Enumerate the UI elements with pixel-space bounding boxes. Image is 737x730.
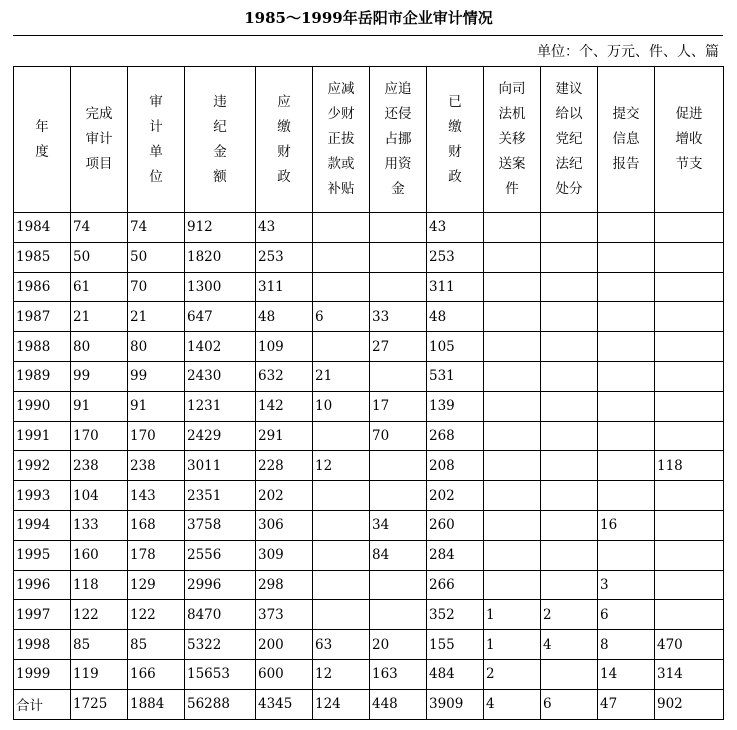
data-cell: 2351: [185, 481, 256, 511]
data-cell: 34: [370, 510, 427, 540]
data-cell: 12: [313, 451, 370, 481]
column-header-line: 金: [391, 181, 405, 197]
data-cell: 2430: [185, 361, 256, 391]
data-cell: 311: [427, 272, 484, 302]
data-cell: [484, 361, 541, 391]
data-cell: [655, 391, 724, 421]
table-row: [14, 272, 724, 302]
data-cell: 70: [370, 421, 427, 451]
row-label-cell: 1992: [14, 451, 71, 481]
data-cell: 268: [427, 421, 484, 451]
table-row: [14, 481, 724, 511]
row-label-cell: 1991: [14, 421, 71, 451]
data-cell: [313, 213, 370, 243]
data-cell: [370, 451, 427, 481]
data-cell: 2429: [185, 421, 256, 451]
data-cell: [370, 272, 427, 302]
data-cell: [484, 421, 541, 451]
row-label-cell: 1997: [14, 600, 71, 630]
row-label-cell: 1987: [14, 302, 71, 332]
data-cell: 74: [128, 213, 185, 243]
data-cell: 48: [427, 302, 484, 332]
data-cell: 531: [427, 361, 484, 391]
data-cell: 912: [185, 213, 256, 243]
table-row: [14, 510, 724, 540]
row-label-cell: 1989: [14, 361, 71, 391]
table-row: [14, 630, 724, 660]
data-cell: 306: [256, 510, 313, 540]
data-cell: [655, 302, 724, 332]
data-cell: 1: [484, 600, 541, 630]
column-header-line: 占挪: [384, 131, 412, 147]
data-cell: 8: [598, 630, 655, 660]
data-cell: 253: [256, 242, 313, 272]
column-header: [541, 67, 598, 213]
data-cell: 902: [655, 689, 724, 719]
data-cell: 3: [598, 570, 655, 600]
column-header-line: 项目: [85, 156, 113, 172]
title-rule: [13, 35, 723, 36]
data-cell: 99: [128, 361, 185, 391]
data-cell: [370, 361, 427, 391]
column-header-line: 处分: [555, 181, 583, 197]
row-label-cell: 1985: [14, 242, 71, 272]
column-header: [655, 67, 724, 213]
data-cell: 202: [427, 481, 484, 511]
column-header-line: 度: [35, 143, 49, 160]
data-cell: 33: [370, 302, 427, 332]
data-cell: 129: [128, 570, 185, 600]
column-header-line: 建议: [555, 81, 583, 97]
column-header-line: 审计: [85, 131, 113, 147]
table-row: [14, 242, 724, 272]
data-cell: [370, 600, 427, 630]
data-cell: [541, 242, 598, 272]
data-cell: [541, 272, 598, 302]
data-cell: [655, 272, 724, 302]
data-cell: [484, 272, 541, 302]
data-cell: [484, 391, 541, 421]
data-cell: [541, 391, 598, 421]
data-cell: [598, 540, 655, 570]
data-cell: 6: [313, 302, 370, 332]
data-cell: [313, 421, 370, 451]
audit-table: [13, 66, 724, 720]
data-cell: [313, 510, 370, 540]
data-cell: 133: [71, 510, 128, 540]
column-header-line: 提交: [612, 106, 640, 122]
data-cell: 170: [128, 421, 185, 451]
data-cell: [484, 510, 541, 540]
column-header-line: 党纪: [555, 131, 583, 147]
data-cell: 178: [128, 540, 185, 570]
table-row: [14, 689, 724, 719]
data-cell: [655, 540, 724, 570]
row-label-cell: 1993: [14, 481, 71, 511]
data-cell: 47: [598, 689, 655, 719]
data-cell: 50: [128, 242, 185, 272]
data-cell: 4: [484, 689, 541, 719]
data-cell: 266: [427, 570, 484, 600]
data-cell: 91: [128, 391, 185, 421]
data-cell: [655, 600, 724, 630]
data-cell: 61: [71, 272, 128, 302]
data-cell: 284: [427, 540, 484, 570]
table-row: [14, 213, 724, 243]
column-header-line: 金: [213, 143, 227, 160]
data-cell: 17: [370, 391, 427, 421]
data-cell: 56288: [185, 689, 256, 719]
data-cell: 1725: [71, 689, 128, 719]
column-header-line: 缴: [448, 118, 462, 135]
data-cell: 163: [370, 659, 427, 689]
data-cell: 168: [128, 510, 185, 540]
data-cell: [598, 481, 655, 511]
data-cell: [370, 570, 427, 600]
data-cell: 4: [541, 630, 598, 660]
column-header-line: 缴: [277, 118, 291, 135]
data-cell: 170: [71, 421, 128, 451]
data-cell: 166: [128, 659, 185, 689]
column-header-line: 政: [448, 168, 462, 185]
data-cell: 3909: [427, 689, 484, 719]
data-cell: 311: [256, 272, 313, 302]
data-cell: 253: [427, 242, 484, 272]
data-cell: [655, 421, 724, 451]
column-header-line: 还侵: [384, 106, 412, 122]
data-cell: [484, 302, 541, 332]
unit-label: 单位：个、万元、件、人、篇: [537, 44, 719, 60]
data-cell: [541, 302, 598, 332]
data-cell: 27: [370, 332, 427, 362]
column-header-line: 应追: [384, 81, 412, 97]
data-cell: 4345: [256, 689, 313, 719]
data-cell: [484, 213, 541, 243]
row-label-cell: 1996: [14, 570, 71, 600]
data-cell: [655, 510, 724, 540]
data-cell: 124: [313, 689, 370, 719]
column-header: [370, 67, 427, 213]
data-cell: 2996: [185, 570, 256, 600]
data-cell: [313, 570, 370, 600]
column-header-line: 法机: [498, 106, 526, 122]
data-cell: 484: [427, 659, 484, 689]
data-cell: [541, 451, 598, 481]
data-cell: 139: [427, 391, 484, 421]
column-header-line: 财: [277, 143, 291, 160]
column-header: [598, 67, 655, 213]
data-cell: 309: [256, 540, 313, 570]
column-header-line: 年: [35, 118, 49, 135]
data-cell: [541, 213, 598, 243]
column-header-line: 送案: [498, 156, 526, 172]
column-header: [256, 67, 313, 213]
column-header-line: 正拔: [327, 131, 355, 147]
column-header: [427, 67, 484, 213]
data-cell: [313, 540, 370, 570]
data-cell: 142: [256, 391, 313, 421]
data-cell: 3758: [185, 510, 256, 540]
column-header-line: 审: [149, 93, 163, 110]
data-cell: 80: [71, 332, 128, 362]
data-cell: 50: [71, 242, 128, 272]
column-header-line: 纪: [213, 118, 227, 135]
data-cell: 448: [370, 689, 427, 719]
data-cell: [313, 600, 370, 630]
column-header: [71, 67, 128, 213]
table-row: [14, 540, 724, 570]
column-header-line: 完成: [85, 106, 113, 122]
data-cell: [598, 361, 655, 391]
table-row: [14, 451, 724, 481]
data-cell: 10: [313, 391, 370, 421]
data-cell: 238: [128, 451, 185, 481]
data-cell: [598, 272, 655, 302]
data-cell: 1300: [185, 272, 256, 302]
data-cell: 85: [71, 630, 128, 660]
data-cell: 21: [313, 361, 370, 391]
column-header-line: 政: [277, 168, 291, 185]
data-cell: 647: [185, 302, 256, 332]
data-cell: [598, 213, 655, 243]
column-header: [185, 67, 256, 213]
data-cell: 20: [370, 630, 427, 660]
data-cell: 200: [256, 630, 313, 660]
row-label-cell: 1998: [14, 630, 71, 660]
data-cell: 109: [256, 332, 313, 362]
table-row: [14, 361, 724, 391]
data-cell: 228: [256, 451, 313, 481]
data-cell: 1: [484, 630, 541, 660]
data-cell: [313, 272, 370, 302]
data-cell: [655, 361, 724, 391]
data-cell: 63: [313, 630, 370, 660]
data-cell: 470: [655, 630, 724, 660]
column-header-line: 款或: [327, 156, 355, 172]
data-cell: [541, 481, 598, 511]
data-cell: 122: [128, 600, 185, 630]
table-row: [14, 302, 724, 332]
data-cell: [655, 332, 724, 362]
data-cell: [370, 481, 427, 511]
data-cell: [541, 421, 598, 451]
data-cell: 3011: [185, 451, 256, 481]
data-cell: [655, 481, 724, 511]
data-cell: [484, 242, 541, 272]
data-cell: [655, 213, 724, 243]
data-cell: 84: [370, 540, 427, 570]
row-label-cell: 1999: [14, 659, 71, 689]
table-row: [14, 421, 724, 451]
column-header-line: 增收: [675, 131, 703, 147]
table-row: [14, 659, 724, 689]
data-cell: 1884: [128, 689, 185, 719]
data-cell: [541, 510, 598, 540]
data-cell: 632: [256, 361, 313, 391]
column-header-line: 应: [277, 93, 291, 110]
data-cell: 43: [256, 213, 313, 243]
data-cell: 118: [71, 570, 128, 600]
data-cell: [484, 451, 541, 481]
data-cell: 14: [598, 659, 655, 689]
data-cell: 600: [256, 659, 313, 689]
data-cell: 155: [427, 630, 484, 660]
table-row: [14, 391, 724, 421]
data-cell: 21: [128, 302, 185, 332]
data-cell: [484, 570, 541, 600]
data-cell: 352: [427, 600, 484, 630]
row-label-cell: 1984: [14, 213, 71, 243]
column-header-line: 应减: [327, 81, 355, 97]
column-header-line: 节支: [675, 156, 703, 172]
data-cell: 48: [256, 302, 313, 332]
column-header: [14, 67, 71, 213]
data-cell: 160: [71, 540, 128, 570]
table-row: [14, 332, 724, 362]
column-header: [128, 67, 185, 213]
data-cell: 122: [71, 600, 128, 630]
table-body: [14, 213, 724, 720]
data-cell: [484, 540, 541, 570]
table-title: 1985～1999年岳阳市企业审计情况: [244, 9, 493, 27]
data-cell: [541, 570, 598, 600]
table-row: [14, 600, 724, 630]
data-cell: 291: [256, 421, 313, 451]
data-cell: 1820: [185, 242, 256, 272]
column-header-line: 已: [448, 93, 462, 110]
row-label-cell: 1994: [14, 510, 71, 540]
column-header-line: 报告: [612, 156, 640, 172]
data-cell: [598, 391, 655, 421]
data-cell: [598, 302, 655, 332]
column-header-line: 补贴: [327, 181, 355, 197]
data-cell: [541, 332, 598, 362]
row-label-cell: 合计: [14, 689, 71, 719]
data-cell: 373: [256, 600, 313, 630]
data-cell: [370, 213, 427, 243]
column-header: [313, 67, 370, 213]
data-cell: [541, 540, 598, 570]
column-header-line: 单: [149, 143, 163, 160]
data-cell: 43: [427, 213, 484, 243]
data-cell: 1231: [185, 391, 256, 421]
column-header-line: 给以: [555, 106, 583, 122]
data-cell: 260: [427, 510, 484, 540]
data-cell: [655, 242, 724, 272]
data-cell: 208: [427, 451, 484, 481]
column-header-line: 额: [213, 168, 227, 185]
data-cell: [598, 451, 655, 481]
column-header-line: 法纪: [555, 156, 583, 172]
column-header-line: 关移: [498, 131, 526, 147]
data-cell: 74: [71, 213, 128, 243]
data-cell: 314: [655, 659, 724, 689]
data-cell: 5322: [185, 630, 256, 660]
data-cell: 118: [655, 451, 724, 481]
column-header-line: 财: [448, 143, 462, 160]
column-header-line: 促进: [675, 106, 703, 122]
data-cell: 91: [71, 391, 128, 421]
column-header-line: 信息: [612, 131, 640, 147]
row-label-cell: 1986: [14, 272, 71, 302]
data-cell: [598, 242, 655, 272]
data-cell: [313, 481, 370, 511]
data-cell: 2556: [185, 540, 256, 570]
data-cell: 15653: [185, 659, 256, 689]
column-header: [484, 67, 541, 213]
data-cell: [541, 361, 598, 391]
data-cell: 8470: [185, 600, 256, 630]
column-header-line: 用资: [384, 156, 412, 172]
data-cell: 104: [71, 481, 128, 511]
data-cell: [541, 659, 598, 689]
data-cell: 12: [313, 659, 370, 689]
data-cell: 21: [71, 302, 128, 332]
row-label-cell: 1995: [14, 540, 71, 570]
data-cell: [598, 332, 655, 362]
data-cell: 16: [598, 510, 655, 540]
data-cell: 2: [541, 600, 598, 630]
data-cell: 99: [71, 361, 128, 391]
column-header-line: 少财: [327, 106, 355, 122]
data-cell: 6: [598, 600, 655, 630]
data-cell: 1402: [185, 332, 256, 362]
row-label-cell: 1990: [14, 391, 71, 421]
data-cell: [655, 570, 724, 600]
data-cell: [598, 421, 655, 451]
data-cell: 119: [71, 659, 128, 689]
data-cell: [313, 242, 370, 272]
data-cell: [484, 481, 541, 511]
data-cell: [370, 242, 427, 272]
column-header-line: 向司: [498, 81, 526, 97]
data-cell: 70: [128, 272, 185, 302]
column-header-line: 计: [149, 118, 163, 135]
data-cell: 298: [256, 570, 313, 600]
data-cell: 143: [128, 481, 185, 511]
data-cell: 202: [256, 481, 313, 511]
data-cell: [484, 332, 541, 362]
column-header-line: 违: [213, 93, 227, 110]
data-cell: 238: [71, 451, 128, 481]
data-cell: 2: [484, 659, 541, 689]
column-header-line: 位: [149, 168, 163, 185]
data-cell: 85: [128, 630, 185, 660]
data-cell: [313, 332, 370, 362]
column-header-line: 件: [505, 181, 519, 197]
row-label-cell: 1988: [14, 332, 71, 362]
data-cell: 105: [427, 332, 484, 362]
data-cell: 80: [128, 332, 185, 362]
data-cell: 6: [541, 689, 598, 719]
header-row: [14, 67, 724, 213]
table-row: [14, 570, 724, 600]
